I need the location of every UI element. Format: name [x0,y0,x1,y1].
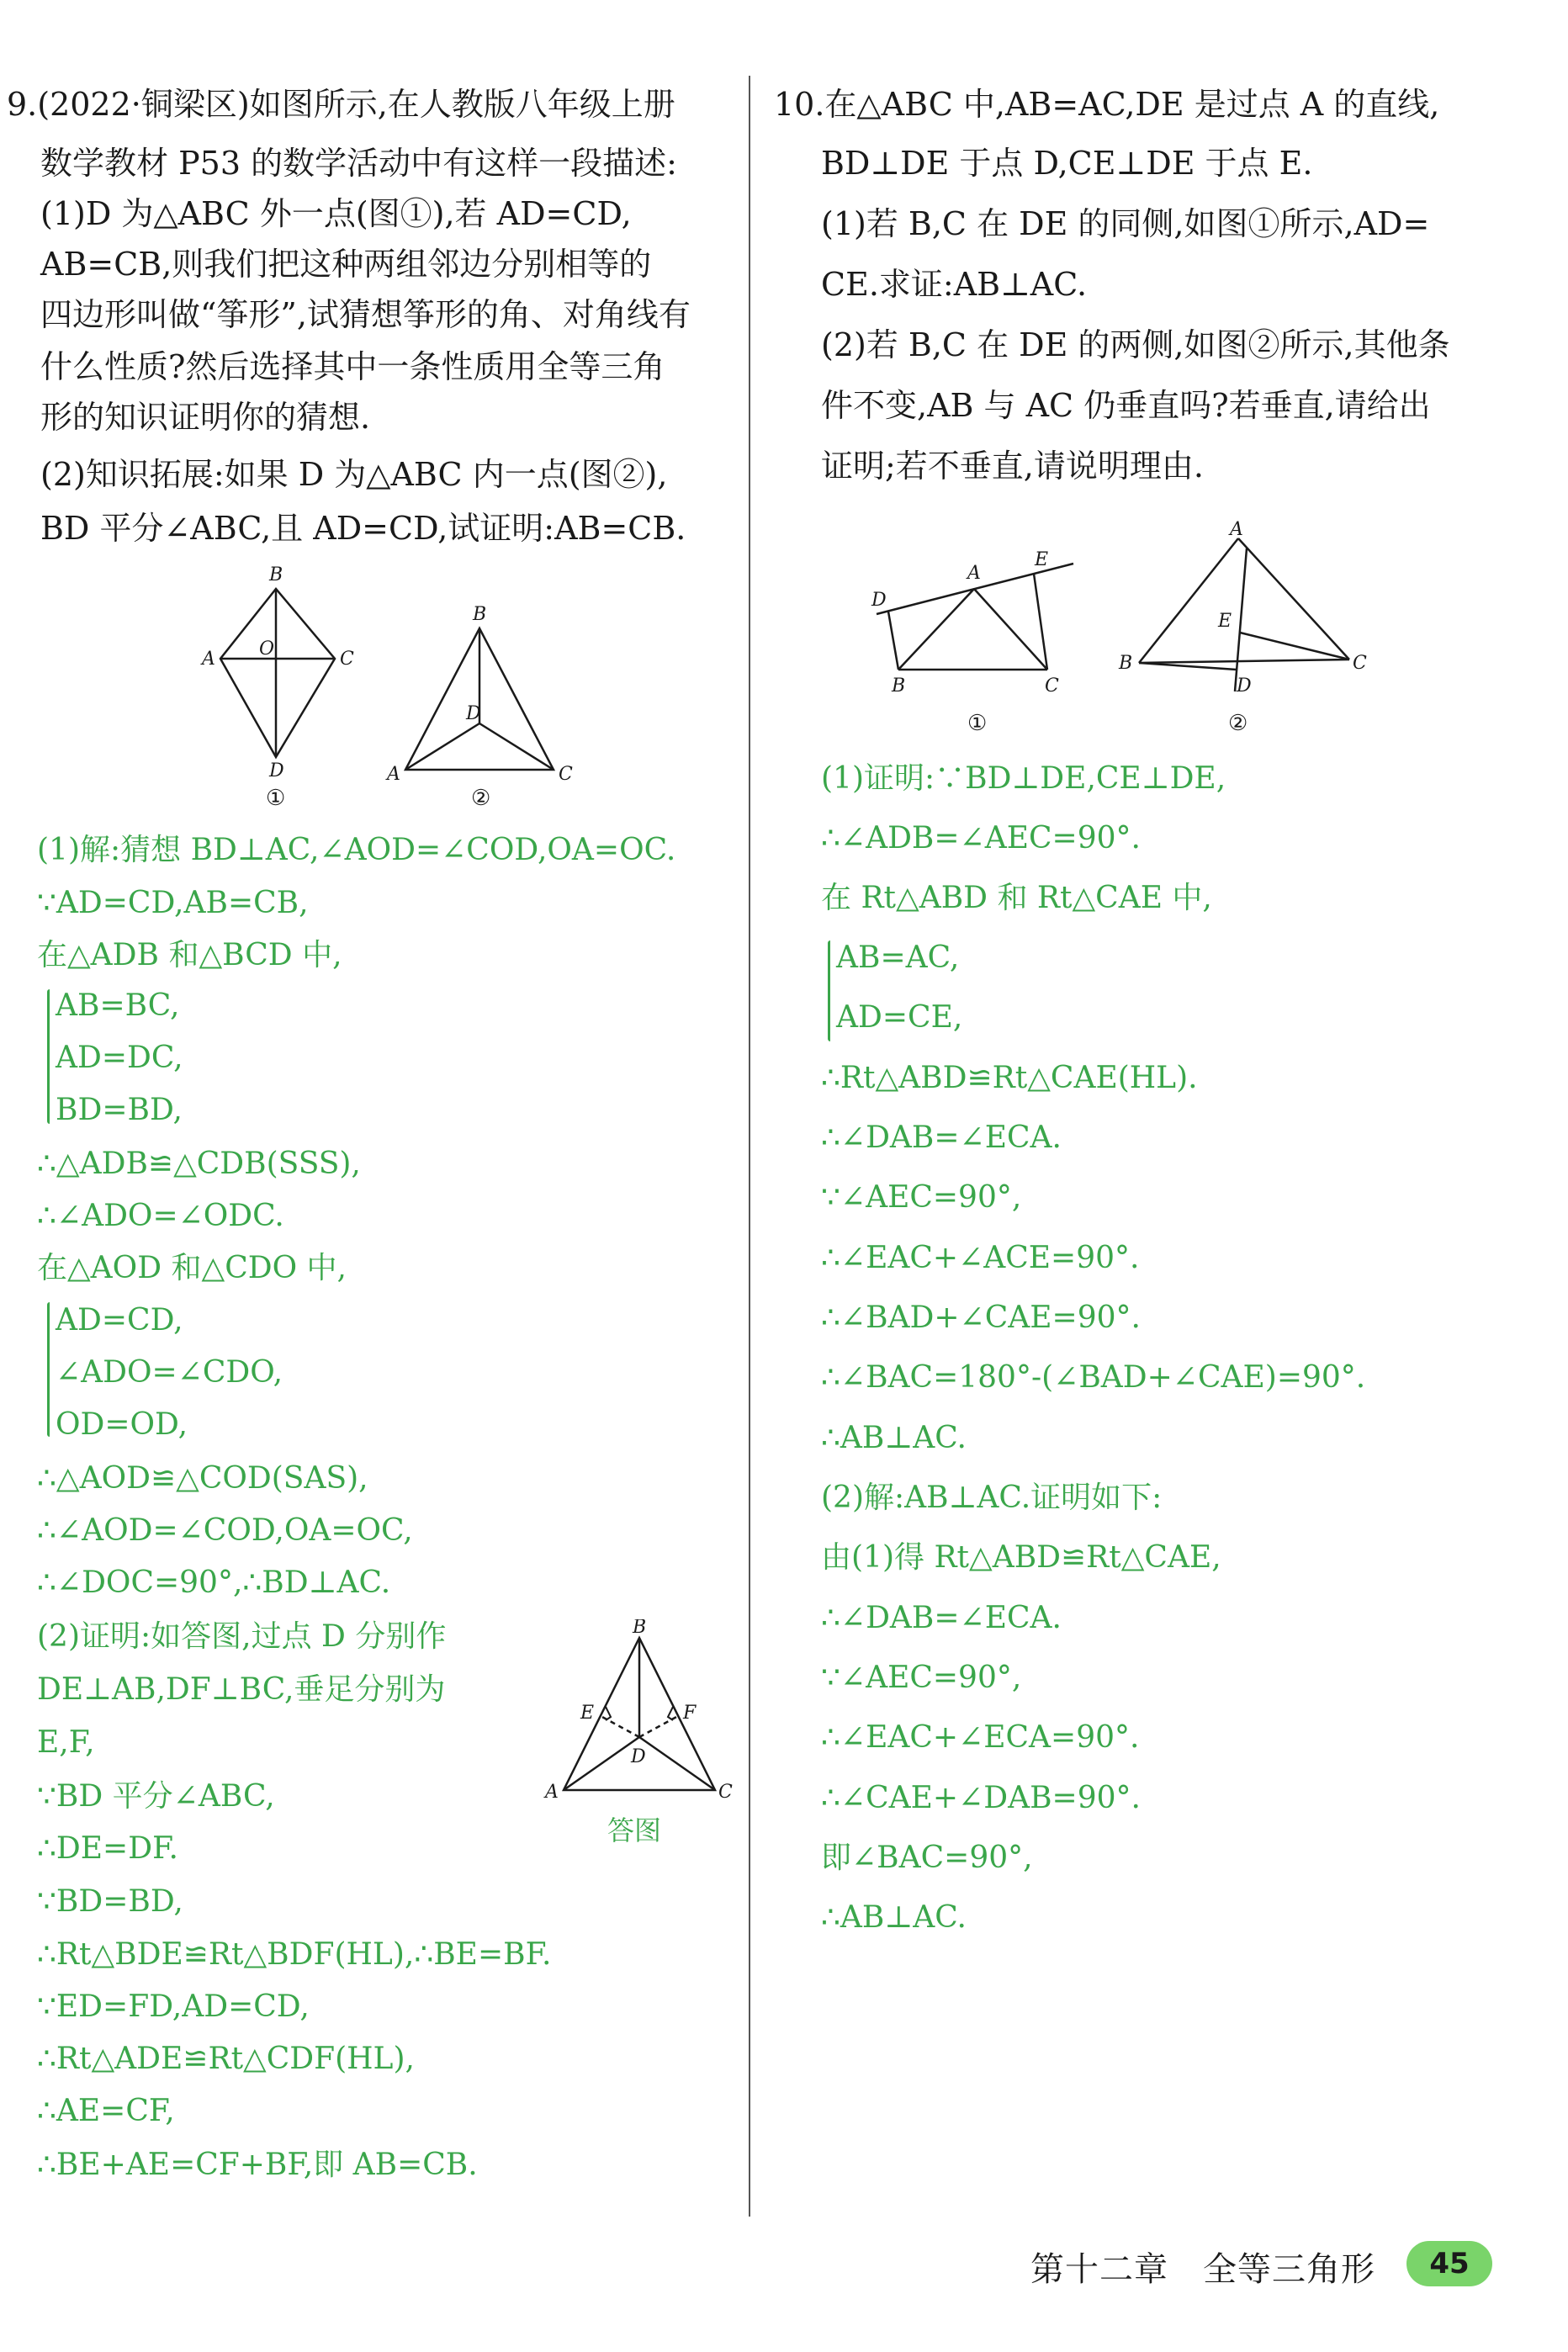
q9-line-3: (1)D 为△ABC 外一点(图①),若 AD=CD, [40,195,632,232]
a9-brace-1 [47,989,50,1124]
a10-line-10: ∴∠BAD+∠CAE=90°. [821,1300,1141,1335]
q9-line-7: 形的知识证明你的猜想. [40,399,371,436]
q10-line-6: 件不变,AB 与 AC 仍垂直吗?若垂直,请给出 [821,387,1431,424]
q10f2-label-a: A [1230,519,1243,540]
q10-fig2-caption: ② [1228,711,1248,736]
fig2-label-c: C [559,764,573,785]
q9-line-5: 四边形叫做“筝形”,试猜想筝形的角、对角线有 [40,296,691,333]
q10f1-label-c: C [1045,675,1059,697]
fig1-caption: ① [266,786,286,811]
ansfig-label-d: D [631,1746,646,1767]
q10f1-label-d: D [871,590,887,611]
a9-line-2: ∵AD=CD,AB=CB, [37,886,309,920]
a10-line-17: ∴∠EAC+∠ECA=90°. [821,1720,1140,1755]
q10f1-label-e: E [1035,549,1049,570]
q10f1-label-b: B [892,675,906,697]
a10-brace [828,940,830,1041]
a10-line-11: ∴∠BAC=180°-(∠BAD+∠CAE)=90°. [821,1360,1366,1395]
a9-brace-2 [47,1302,50,1437]
q10f2-label-e: E [1218,611,1232,632]
a9-line-26: ∴BE+AE=CF+BF,即 AB=CB. [37,2148,478,2182]
q9-figure-2 [405,628,554,770]
q9-answer-figure [538,1619,740,1859]
q10-fig1-caption: ① [967,711,988,736]
a9-line-14: ∴∠AOD=∠COD,OA=OC, [37,1513,413,1548]
a9-line-3: 在△ADB 和△BCD 中, [37,938,342,972]
a10-line-20: ∴AB⊥AC. [821,1900,967,1935]
a10-line-1: (1)证明:∵BD⊥DE,CE⊥DE, [821,761,1226,796]
fig1-label-o: O [259,638,275,660]
q9-line-9: BD 平分∠ABC,且 AD=CD,试证明:AB=CB. [40,510,686,547]
fig1-label-c: C [340,649,354,670]
a9-line-22: ∴Rt△BDE≌Rt△BDF(HL),∴BE=BF. [37,1937,552,1972]
a10-line-19: 即∠BAC=90°, [821,1841,1033,1875]
fig2-label-a: A [387,764,400,785]
a9-line-17: DE⊥AB,DF⊥BC,垂足分别为 [37,1672,446,1707]
a10-line-8: ∵∠AEC=90°, [821,1180,1022,1215]
q10-line-5: (2)若 B,C 在 DE 的两侧,如图②所示,其他条 [821,326,1450,363]
fig2-caption: ② [471,786,491,811]
q10f2-label-c: C [1353,653,1367,674]
a9-line-8: ∴∠ADO=∠ODC. [37,1199,284,1233]
a10-line-5: AD=CE, [836,1000,963,1035]
a10-line-9: ∴∠EAC+∠ACE=90°. [821,1241,1140,1275]
q9-line-6: 什么性质?然后选择其中一条性质用全等三角 [40,348,665,385]
a9-line-16: (2)证明:如答图,过点 D 分别作 [37,1619,447,1654]
fig1-label-a: A [202,649,215,670]
a9-line-18: E,F, [37,1725,95,1760]
ansfig-label-e: E [580,1703,595,1724]
ansfig-label-a: A [545,1782,559,1803]
a10-line-7: ∴∠DAB=∠ECA. [821,1120,1062,1155]
a9-line-7: ∴△ADB≌△CDB(SSS), [37,1147,361,1181]
q9-line-1: 9.(2022·铜梁区)如图所示,在人教版八年级上册 [7,86,675,123]
a9-line-12: OD=OD, [56,1407,188,1442]
q9-line-8: (2)知识拓展:如果 D 为△ABC 内一点(图②), [40,456,668,493]
a10-line-15: ∴∠DAB=∠ECA. [821,1601,1062,1635]
a9-line-21: ∵BD=BD, [37,1884,183,1919]
q10f1-label-a: A [967,563,981,584]
q10-line-1: 10.在△ABC 中,AB=AC,DE 是过点 A 的直线, [774,86,1440,123]
a9-line-25: ∴AE=CF, [37,2094,175,2128]
a10-line-4: AB=AC, [836,940,960,975]
chapter-title: 第十二章 全等三角形 [1030,2250,1375,2289]
a9-line-24: ∴Rt△ADE≌Rt△CDF(HL), [37,2042,415,2076]
a10-line-18: ∴∠CAE+∠DAB=90°. [821,1781,1141,1815]
q10-line-7: 证明;若不垂直,请说明理由. [821,448,1204,485]
a10-line-12: ∴AB⊥AC. [821,1421,967,1455]
ansfig-label-b: B [633,1619,647,1638]
a9-line-6: BD=BD, [56,1093,183,1127]
q10-figures [866,505,1455,749]
a9-line-10: AD=CD, [56,1303,183,1338]
a9-line-5: AD=DC, [56,1041,183,1075]
q10f2-label-d: D [1237,675,1252,697]
ansfig-label-f: F [683,1703,697,1724]
a10-line-3: 在 Rt△ABD 和 Rt△CAE 中, [821,881,1212,915]
a10-line-2: ∴∠ADB=∠AEC=90°. [821,821,1141,856]
q10-figure-2 [1139,538,1349,691]
a9-line-15: ∴∠DOC=90°,∴BD⊥AC. [37,1565,391,1600]
a9-line-11: ∠ADO=∠CDO, [56,1355,283,1390]
a9-line-9: 在△AOD 和△CDO 中, [37,1251,347,1285]
a9-line-23: ∵ED=FD,AD=CD, [37,1989,310,2024]
fig1-label-d: D [269,760,284,781]
q10-line-2: BD⊥DE 于点 D,CE⊥DE 于点 E. [821,145,1313,182]
a10-line-14: 由(1)得 Rt△ABD≌Rt△CAE, [821,1540,1221,1575]
answer-figure-caption: 答图 [607,1814,662,1846]
q10-line-4: CE.求证:AB⊥AC. [821,266,1088,303]
q9-line-4: AB=CB,则我们把这种两组邻边分别相等的 [40,246,652,283]
fig2-label-b: B [473,604,487,625]
a10-line-13: (2)解:AB⊥AC.证明如下: [821,1481,1163,1515]
a9-line-4: AB=BC, [56,988,180,1023]
ansfig-label-c: C [718,1782,733,1803]
page-number-badge: 45 [1406,2241,1492,2286]
a9-line-13: ∴△AOD≌△COD(SAS), [37,1461,368,1496]
a9-line-1: (1)解:猜想 BD⊥AC,∠AOD=∠COD,OA=OC. [37,833,676,867]
q10-line-3: (1)若 B,C 在 DE 的同侧,如图①所示,AD= [821,205,1430,242]
a9-line-19: ∵BD 平分∠ABC, [37,1779,275,1814]
q9-line-2: 数学教材 P53 的数学活动中有这样一段描述: [40,145,677,182]
a9-line-20: ∴DE=DF. [37,1831,178,1866]
q10f2-label-b: B [1119,653,1133,674]
fig1-label-b: B [269,564,283,585]
q9-figures [185,559,589,812]
a10-line-6: ∴Rt△ABD≌Rt△CAE(HL). [821,1061,1198,1095]
column-divider [749,76,750,2217]
fig2-label-d: D [466,703,481,724]
q9-figure-1 [220,589,335,757]
a10-line-16: ∵∠AEC=90°, [821,1661,1022,1695]
